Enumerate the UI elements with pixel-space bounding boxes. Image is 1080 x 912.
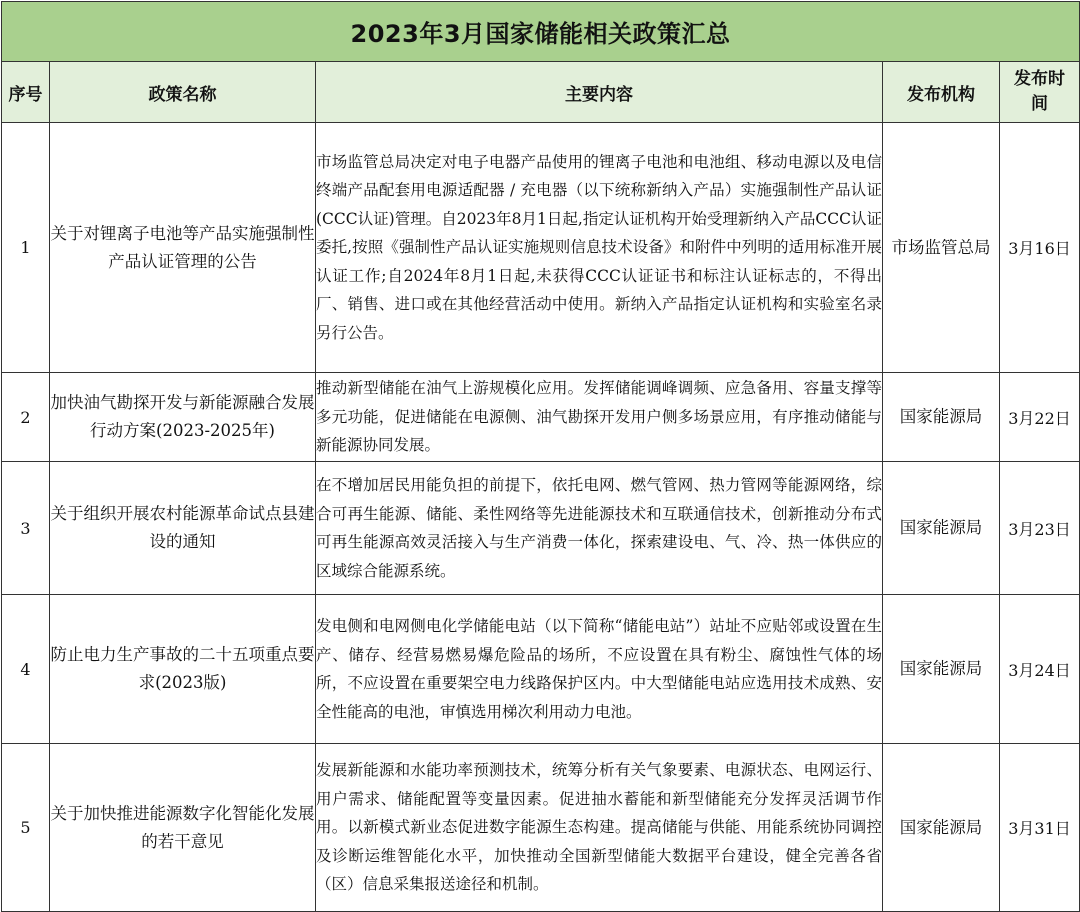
header-row bbox=[2, 62, 1080, 123]
row-name: 加快油气勘探开发与新能源融合发展行动方案(2023-2025年) bbox=[50, 373, 316, 462]
row-date: 3月23日 bbox=[1000, 462, 1080, 595]
row-seq: 5 bbox=[2, 744, 50, 912]
row-seq: 2 bbox=[2, 373, 50, 462]
header-org: 发布机构 bbox=[883, 62, 1000, 123]
row-date: 3月31日 bbox=[1000, 744, 1080, 912]
table-row bbox=[2, 123, 1080, 373]
row-seq: 3 bbox=[2, 462, 50, 595]
row-date: 3月22日 bbox=[1000, 373, 1080, 462]
header-date bbox=[1000, 62, 1080, 123]
row-seq: 1 bbox=[2, 123, 50, 373]
row-content: 发展新能源和水能功率预测技术，统筹分析有关气象要素、电源状态、电网运行、用户需求、储能配置等变量因素。促进抽水蓄能和新型储能充分发挥灵活调节作用。以新模式新业态促进数字能源生态构建。提高储能与供能、用能系统协同调控及诊断运维智能化水平，加快推动全国新型储能大数据平台建设，健全完善各省（区）信息采集报送途径和机制。 bbox=[316, 744, 883, 912]
row-content: 在不增加居民用能负担的前提下，依托电网、燃气管网、热力管网等能源网络，综合可再生能源、储能、柔性网络等先进能源技术和互联通信技术，创新推动分布式可再生能源高效灵活接入与生产消费一体化，探索建设电、气、冷、热一体供应的区域综合能源系统。 bbox=[316, 462, 883, 595]
row-seq: 4 bbox=[2, 595, 50, 744]
policy-table bbox=[1, 1, 1080, 912]
row-date: 3月24日 bbox=[1000, 595, 1080, 744]
table-row bbox=[2, 744, 1080, 912]
row-org: 国家能源局 bbox=[883, 595, 1000, 744]
row-date: 3月16日 bbox=[1000, 123, 1080, 373]
header-seq: 序号 bbox=[2, 62, 50, 123]
header-content: 主要内容 bbox=[316, 62, 883, 123]
row-content: 市场监管总局决定对电子电器产品使用的锂离子电池和电池组、移动电源以及电信终端产品配套用电源适配器 / 充电器（以下统称新纳入产品）实施强制性产品认证(CCC认证)管理。自2023年8月1日起,指定认证机构开始受理新纳入产品CCC认证委托,按照《强制性产品认证实施规则信息技术设备》和附件中列明的适用标准开展认证工作;自2024年8月1日起,未获得CCC认证证书和标注认证标志的，不得出厂、销售、进口或在其他经营活动中使用。新纳入产品指定认证机构和实验室名录另行公告。 bbox=[316, 123, 883, 373]
row-name: 防止电力生产事故的二十五项重点要求(2023版) bbox=[50, 595, 316, 744]
row-content: 发电侧和电网侧电化学储能电站（以下简称“储能电站”）站址不应贴邻或设置在生产、储存、经营易燃易爆危险品的场所，不应设置在具有粉尘、腐蚀性气体的场所，不应设置在重要架空电力线路保护区内。中大型储能电站应选用技术成熟、安全性能高的电池，审慎选用梯次利用动力电池。 bbox=[316, 595, 883, 744]
row-name: 关于加快推进能源数字化智能化发展的若干意见 bbox=[50, 744, 316, 912]
row-org: 国家能源局 bbox=[883, 744, 1000, 912]
row-name: 关于对锂离子电池等产品实施强制性产品认证管理的公告 bbox=[50, 123, 316, 373]
row-content: 推动新型储能在油气上游规模化应用。发挥储能调峰调频、应急备用、容量支撑等多元功能，促进储能在电源侧、油气勘探开发用户侧多场景应用，有序推动储能与新能源协同发展。 bbox=[316, 373, 883, 462]
table-row bbox=[2, 462, 1080, 595]
row-org: 国家能源局 bbox=[883, 373, 1000, 462]
header-date-label: 发布时间 bbox=[1014, 69, 1066, 114]
table-title: 2023年3月国家储能相关政策汇总 bbox=[2, 2, 1080, 62]
row-name: 关于组织开展农村能源革命试点县建设的通知 bbox=[50, 462, 316, 595]
title-row bbox=[2, 2, 1080, 62]
table-row bbox=[2, 373, 1080, 462]
row-org: 国家能源局 bbox=[883, 462, 1000, 595]
header-name: 政策名称 bbox=[50, 62, 316, 123]
row-org: 市场监管总局 bbox=[883, 123, 1000, 373]
table-row bbox=[2, 595, 1080, 744]
